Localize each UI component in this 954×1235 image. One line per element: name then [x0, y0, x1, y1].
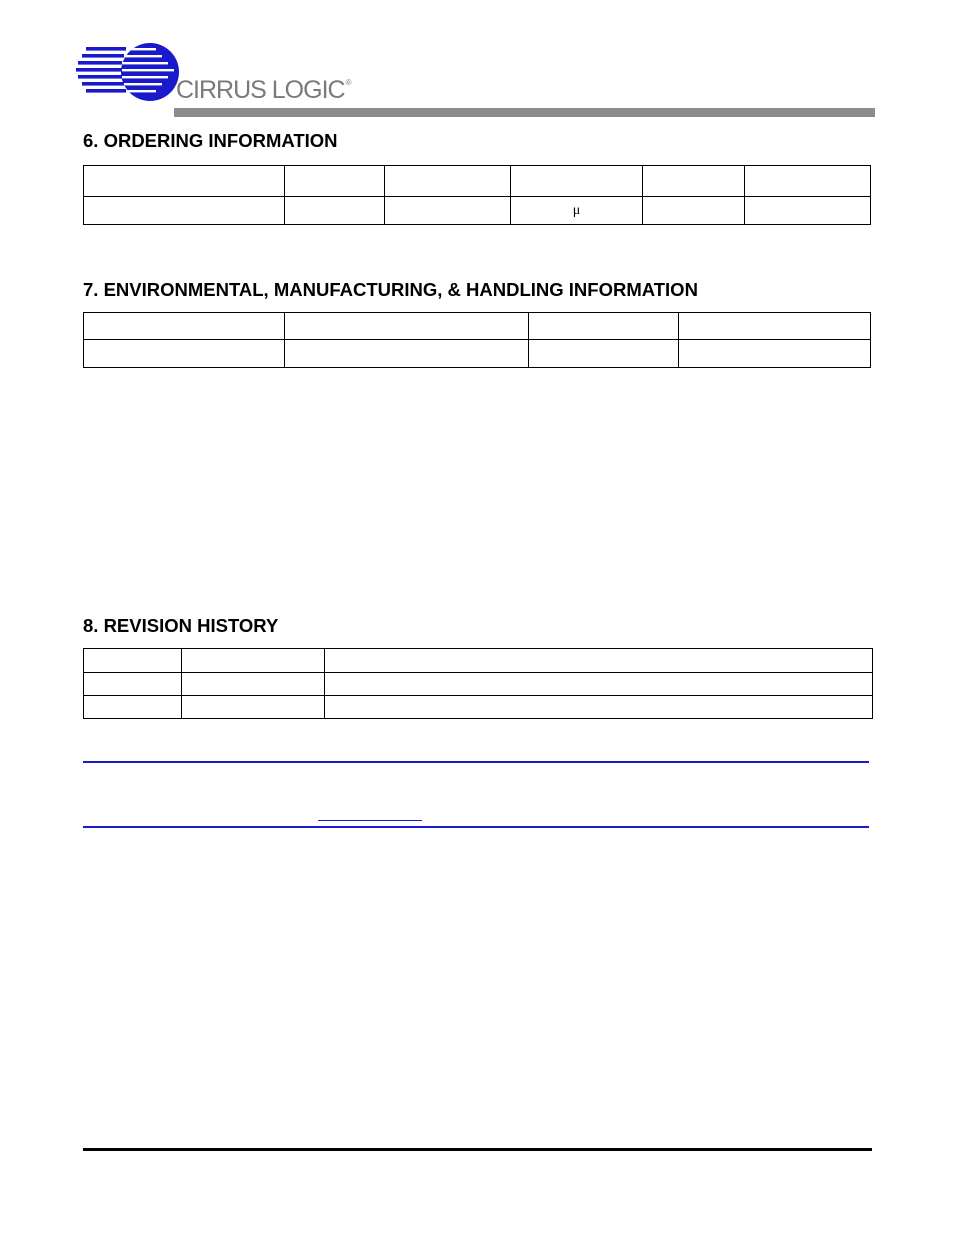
table-row: [84, 313, 871, 340]
logo-wordmark: [176, 76, 351, 105]
section-title-environmental: 7. ENVIRONMENTAL, MANUFACTURING, & HANDLING INFORMATION: [83, 279, 698, 300]
table-cell: [679, 313, 871, 340]
table-cell: [385, 197, 511, 225]
table-cell: [643, 166, 745, 197]
table-cell: [84, 673, 182, 696]
table-cell: [84, 197, 285, 225]
environmental-table: [83, 312, 871, 368]
table-cell: [679, 340, 871, 368]
registered-mark: ®: [345, 78, 351, 87]
ordering-table: [83, 165, 871, 225]
table-row: [84, 649, 873, 673]
table-cell: [84, 313, 285, 340]
table-cell: [285, 166, 385, 197]
table-cell: [529, 340, 679, 368]
table-row: [84, 673, 873, 696]
logo-wordmark-text: CIRRUS LOGIC: [176, 76, 345, 104]
web-link-underline[interactable]: [318, 820, 422, 821]
table-cell: [325, 696, 873, 719]
contact-box-bottom-rule: [83, 826, 869, 828]
cirrus-logic-logo: [76, 42, 356, 106]
table-cell: [84, 166, 285, 197]
table-cell: [745, 197, 871, 225]
table-cell: [285, 340, 529, 368]
table-row: [84, 197, 871, 225]
table-cell: [529, 313, 679, 340]
table-cell: [285, 313, 529, 340]
header-bar: [174, 108, 875, 117]
table-cell: [285, 197, 385, 225]
table-row: [84, 340, 871, 368]
table-row: [84, 166, 871, 197]
micro-unit-symbol: μ: [572, 202, 581, 218]
table-cell: [182, 696, 325, 719]
table-cell: [511, 166, 643, 197]
contact-box-top-rule: [83, 761, 869, 763]
table-cell: [385, 166, 511, 197]
table-cell: [84, 696, 182, 719]
table-cell: [325, 673, 873, 696]
table-cell: [84, 340, 285, 368]
table-cell: [643, 197, 745, 225]
section-title-ordering: 6. ORDERING INFORMATION: [83, 130, 338, 151]
footer-rule: [83, 1148, 872, 1151]
revision-history-table: [83, 648, 873, 719]
table-cell: [182, 649, 325, 673]
table-cell: [325, 649, 873, 673]
table-row: [84, 696, 873, 719]
table-cell: [745, 166, 871, 197]
section-title-revision: 8. REVISION HISTORY: [83, 615, 279, 636]
table-cell: [511, 197, 643, 225]
table-cell: [84, 649, 182, 673]
table-cell: [182, 673, 325, 696]
